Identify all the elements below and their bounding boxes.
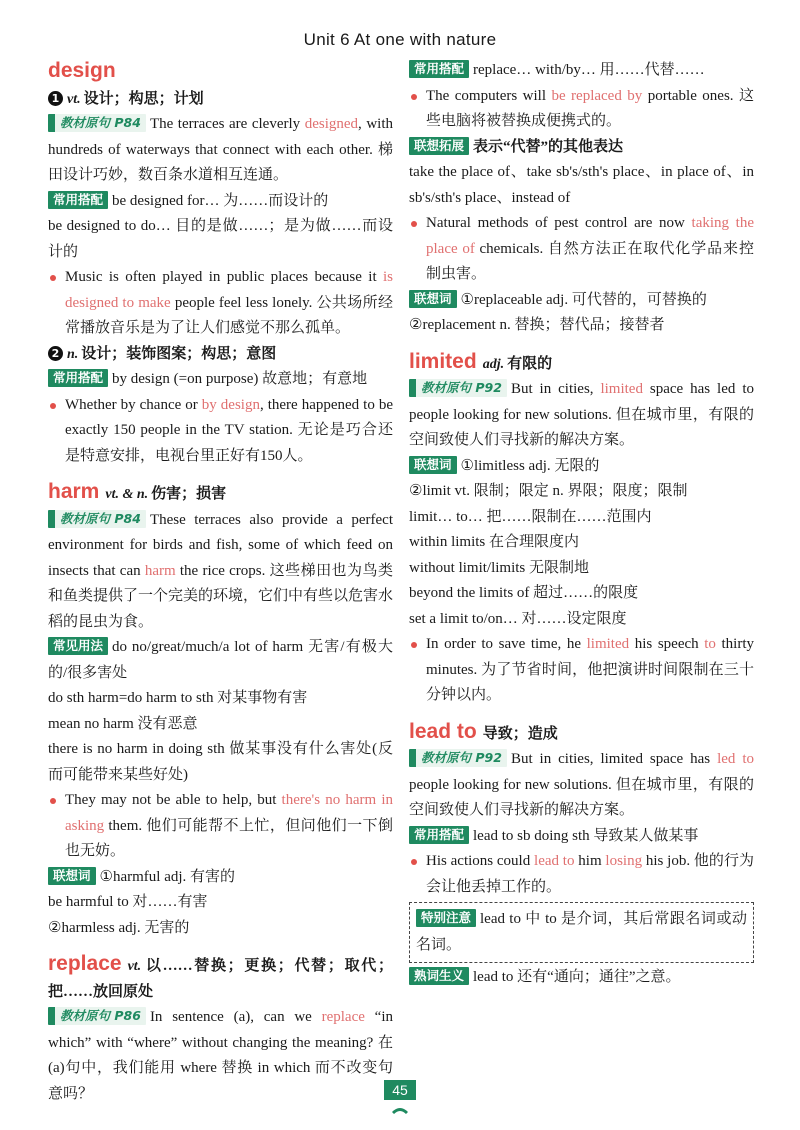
headword-design: design xyxy=(48,59,116,82)
entry-replace: replace vt. 以……替换；更换；代替；取代；把……放回原处 教材原句 P86 In sentence (a), can we replace “in which” with “where” without changing the meaning? 在(a)句中，我们能用 where 替换 in which 而不改变句意吗？ xyxy=(48,952,393,1102)
phrase-text: limit… to… 把……限制在……范围内 xyxy=(409,508,652,525)
usage-text: mean no harm 没有恶意 xyxy=(48,715,198,732)
extend-list: take the place of、take sb's/sth's place、in place of、in sb's/sth's place、instead of xyxy=(409,164,754,206)
source-tag: 教材原句 P92 xyxy=(409,379,507,397)
collocation-tag: 常用搭配 xyxy=(409,60,469,78)
familiar-tag: 熟词生义 xyxy=(409,967,469,985)
example-sentence: Whether by chance or by design, there happened to be exactly 150 people in the TV station. 无论是巧合还是特意安排，电视台里正好有150人。 xyxy=(48,393,393,470)
example-sentence: Natural methods of pest control are now taking the place of chemicals. 自然方法正在取代化学品来控制虫害。 xyxy=(409,211,754,288)
collocation-tag: 常用搭配 xyxy=(409,826,469,844)
phrase-text: set a limit to/on… 对……设定限度 xyxy=(409,610,627,627)
phrase-text: without limit/limits 无限制地 xyxy=(409,559,590,576)
pos-label: vt. xyxy=(67,91,81,107)
related-tag: 联想词 xyxy=(409,456,457,474)
source-tag: 教材原句 P86 xyxy=(48,1007,146,1025)
headword-limited: limited xyxy=(409,349,477,373)
entry-lead-to: lead to 导致；造成 教材原句 P92 But in cities, limited space has led to people looking for new solutions. 但在城市里，有限的空间致使人们寻找新的解决方案。 常用搭配 lead to sb doing sth 导致某人做某事 His actions could lead to him losing his job. 他的行为会让他丢掉工作的。 特别注意 lead to 中 to 是介词，其后常跟名词或动名词。 熟词生义 lead to 还有“通向；通往”之意。 xyxy=(409,719,755,985)
related-tag: 联想词 xyxy=(48,867,96,885)
usage-tag: 常见用法 xyxy=(48,637,108,655)
source-text: The terraces are cleverly xyxy=(149,116,305,132)
special-note-box: 特别注意 lead to 中 to 是介词，其后常跟名词或动名词。 xyxy=(409,902,754,963)
related-text: ②limit vt. 限制；限定 n. 界限；限度；限制 xyxy=(409,483,688,499)
collocation-text: be designed to do… 目的是做……；是为做……而设计的 xyxy=(48,218,393,260)
example-sentence: In order to save time, he limited his speech to thirty minutes. 为了节省时间，他把演讲时间限制在三十分钟以内。 xyxy=(409,632,754,709)
collocation-tag: 常用搭配 xyxy=(48,369,108,387)
example-sentence: They may not be able to help, but there's no harm in asking them. 他们可能帮不上忙，但问他们一下倒也无妨。 xyxy=(48,788,393,865)
source-tag: 教材原句 P84 xyxy=(48,114,146,132)
sense-number-2: 2 xyxy=(48,346,63,361)
related-text: ②replacement n. 替换；替代品；接替者 xyxy=(409,317,665,333)
entry-design: design 1 vt. 设计；构思；计划 教材原句 P84 The terraces are cleverly designed, with hundreds of waterways that connect with each other. 梯田设计巧妙，数百条水道相互连通。 常用搭配 be designed for… 为……而设计的 be designed to do… 目的是做……；是为做……而设计的 Music is often played in public places because it is designed to make people feel less lonely. 公共场所经常播放音乐是为了让人们感觉不那么孤单。 2 n. 设计；装饰图案；构思；意图 常用搭配 by design (=on purpose) 故意地；有意地 Whether by chance or by design, there happened to be exactly 150 people in the TV station. 无论是巧合还是特意安排，电视台里正好有150人。 xyxy=(48,58,393,469)
page-header: Unit 6 At one with nature xyxy=(303,30,497,49)
example-sentence: His actions could lead to him losing his job. 他的行为会让他丢掉工作的。 xyxy=(409,849,754,900)
phrase-text: within limits 在合理限度内 xyxy=(409,534,580,550)
collocation-tag: 常用搭配 xyxy=(48,191,108,209)
usage-text: there is no harm in doing sth 做某事没有什么害处(反而可能带来某些好处) xyxy=(48,741,393,783)
headword-harm: harm xyxy=(48,480,100,503)
sense-number-1: 1 xyxy=(48,91,63,106)
entry-harm: harm vt. & n. 伤害；损害 教材原句 P84 These terraces also provide a perfect environment for birds and fish, some of which feed on insects that can harm the rice crops. 这些梯田也为鸟类和鱼类提供了一个完美的环境，它们中有些以危害水稻的昆虫为食。 常见用法 do no/great/much/a lot of harm 无害/有极大的/很多害处 do sth harm=do harm to sth 对某事物有害 mean no harm 没有恶意 there is no harm in doing sth 做某事没有什么害处(反而可能带来某些好处) They may not be able to help, but there's no harm in asking them. 他们可能帮不上忙，但问他们一下倒也无妨。 联想词 ①harmful adj. 有害的 be harmful to 对……有害 ②harmless adj. 无害的 xyxy=(48,479,393,941)
related-text: ②harmless adj. 无害的 xyxy=(48,919,190,936)
phrase-text: beyond the limits of 超过……的限度 xyxy=(409,585,639,601)
headword-lead-to: lead to xyxy=(409,719,477,743)
entry-limited: limited adj. 有限的 教材原句 P92 But in cities, limited space has led to people looking for new solutions. 但在城市里，有限的空间致使人们寻找新的解决方案。 联想词 ①limitless adj. 无限的 ②limit vt. 限制；限定 n. 界限；限度；限制 limit… to… 把……限制在……范围内 within limits 在合理限度内 without limit/limits 无限制地 beyond the limits of 超过……的限度 set a limit to/on… 对……设定限度 In order to save time, he limited his speech to thirty minutes. 为了节省时间，他把演讲时间限制在三十分钟以内。 xyxy=(409,349,754,709)
left-column xyxy=(48,58,393,1107)
highlight: designed xyxy=(304,116,359,132)
page-number: 45 xyxy=(384,1080,416,1100)
source-tag: 教材原句 P84 xyxy=(48,510,146,528)
sense-meaning: 设计；构思；计划 xyxy=(83,90,204,107)
example-sentence: The computers will be replaced by portable ones. 这些电脑将被替换成便携式的。 xyxy=(409,84,754,135)
book-logo-icon xyxy=(390,1102,410,1116)
related-tag: 联想词 xyxy=(409,290,457,308)
usage-text: do sth harm=do harm to sth 对某事物有害 xyxy=(48,690,308,706)
extend-tag: 联想拓展 xyxy=(409,137,469,155)
right-column: 常用搭配 replace… with/by… 用……代替…… The computers will be replaced by portable ones. 这些电脑将被替换成便携式的。 联想拓展 表示“代替”的其他表达 take the place of、take sb's/sth's place、in place of、in sb's/sth's place、instead of Natural methods of pest control are now taking the place of chemicals. 自然方法正在取代化学品来控制虫害。 联想词 ①replaceable adj. 可代替的，可替换的 ②replacement n. 替换；替代品；接替者 limited adj. 有限的 教材原句 P92 But in cities, limited space has led to people looking for new solutions. 但在城市里，有限的空间致使人们寻找新的解决方案。 联想词 ①limitless adj. 无限的 ②limit vt. 限制；限定 n. 界限；限度；限制 limit… to… 把……限制在……范围内 within limits 在合理限度内 without limit/limits 无限制地 beyond the limits of 超过……的限度 set a limit to/on… 对……设定限度 In order to save time, he limited his speech to thirty minutes. 为了节省时间，他把演讲时间限制在三十分钟以内。 lead to 导致；造成 教材原句 P92 But in cities, limited space has led to people looking for new solutions. 但在城市里，有限的空间致使人们寻找新的解决方案。 常用搭配 lead to sb doing sth 导致某人做某事 His actions could lead to him losing his job. 他的行为会让他丢掉工作的。 特别注意 lead to 中 to 是介词，其后常跟名词或动名词。 熟词生义 lead to 还有“通向；通往”之意。 xyxy=(409,58,754,991)
source-tag: 教材原句 P92 xyxy=(409,749,507,767)
special-tag: 特别注意 xyxy=(416,909,476,927)
example-sentence: Music is often played in public places because it is designed to make people feel less lonely. 公共场所经常播放音乐是为了让人们感觉不那么孤单。 xyxy=(48,265,393,342)
headword-replace: replace xyxy=(48,952,122,975)
related-text: be harmful to 对……有害 xyxy=(48,894,208,910)
